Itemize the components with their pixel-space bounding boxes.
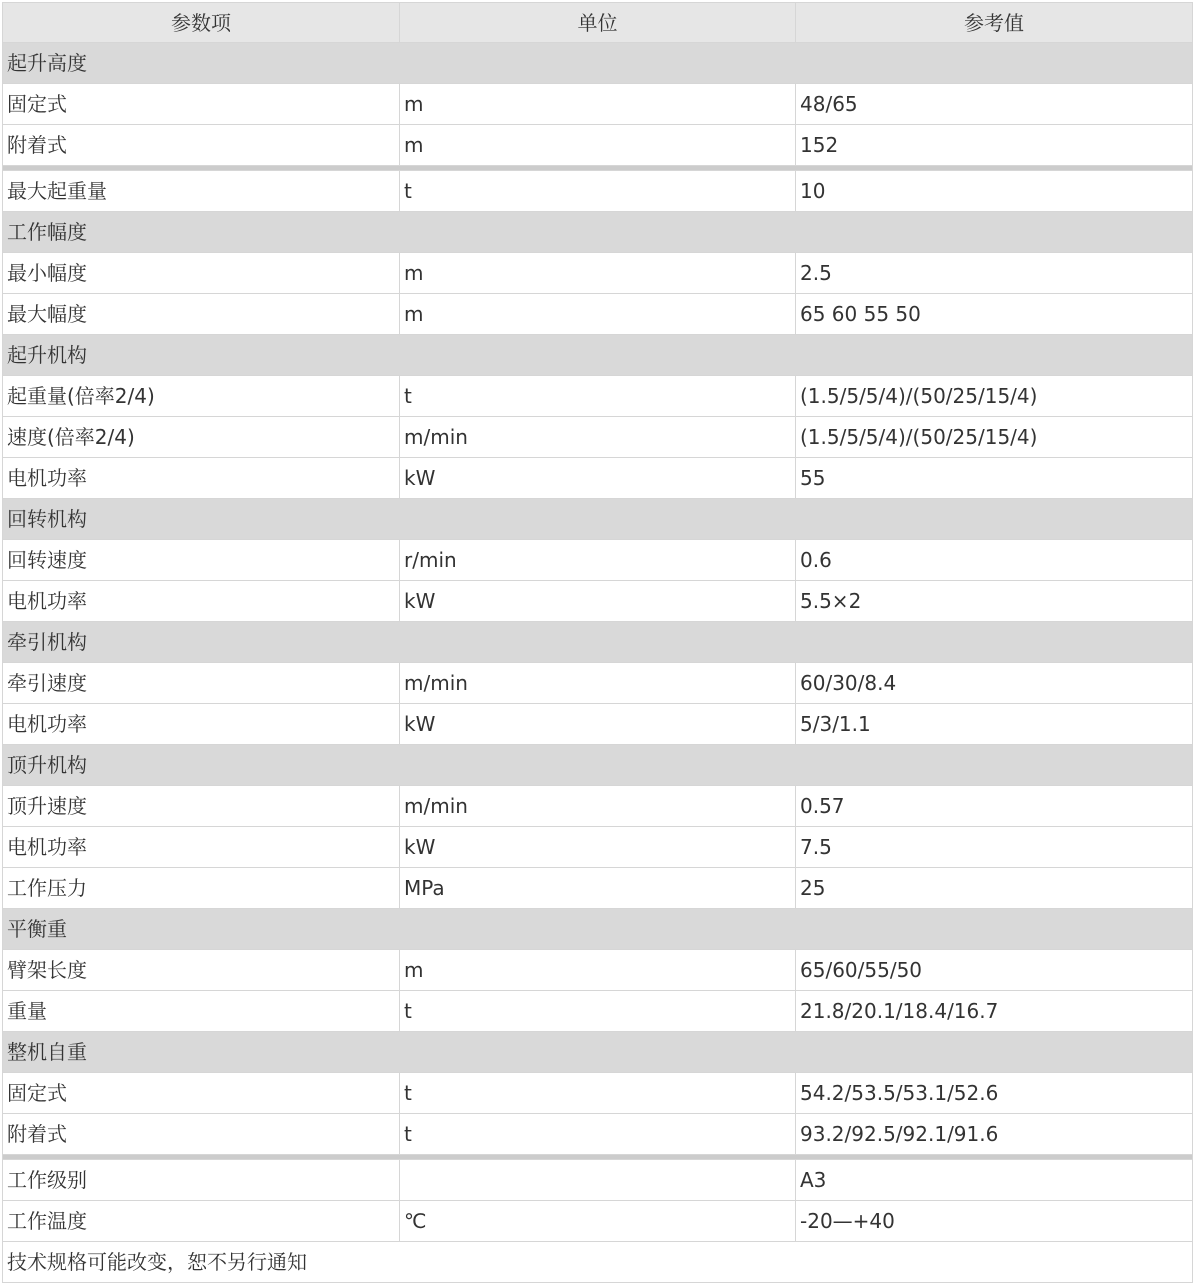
param-cell: 工作级别 bbox=[3, 1160, 400, 1201]
value-cell: 0.6 bbox=[796, 540, 1193, 581]
param-cell: 重量 bbox=[3, 991, 400, 1032]
table-row bbox=[3, 663, 1193, 704]
param-cell: 固定式 bbox=[3, 84, 400, 125]
unit-cell: ℃ bbox=[400, 1201, 796, 1242]
value-cell: 0.57 bbox=[796, 786, 1193, 827]
section-title: 顶升机构 bbox=[3, 745, 1193, 786]
header-value: 参考值 bbox=[796, 3, 1193, 43]
unit-cell: kW bbox=[400, 827, 796, 868]
section-title: 平衡重 bbox=[3, 909, 1193, 950]
unit-cell bbox=[400, 1160, 796, 1201]
param-cell: 工作压力 bbox=[3, 868, 400, 909]
value-cell: 152 bbox=[796, 125, 1193, 166]
table-row bbox=[3, 376, 1193, 417]
section-title: 起升机构 bbox=[3, 335, 1193, 376]
section-title: 回转机构 bbox=[3, 499, 1193, 540]
unit-cell: m/min bbox=[400, 417, 796, 458]
unit-cell: r/min bbox=[400, 540, 796, 581]
value-cell: (1.5/5/5/4)/(50/25/15/4) bbox=[796, 376, 1193, 417]
value-cell: A3 bbox=[796, 1160, 1193, 1201]
param-cell: 工作温度 bbox=[3, 1201, 400, 1242]
table-row bbox=[3, 540, 1193, 581]
param-cell: 臂架长度 bbox=[3, 950, 400, 991]
table-header-row bbox=[3, 3, 1193, 43]
value-cell: 93.2/92.5/92.1/91.6 bbox=[796, 1114, 1193, 1155]
value-cell: 65 60 55 50 bbox=[796, 294, 1193, 335]
param-cell: 电机功率 bbox=[3, 458, 400, 499]
table-row bbox=[3, 458, 1193, 499]
section-trolley-mechanism bbox=[3, 622, 1193, 663]
param-cell: 牵引速度 bbox=[3, 663, 400, 704]
section-radius bbox=[3, 212, 1193, 253]
param-cell: 最大幅度 bbox=[3, 294, 400, 335]
section-self-weight bbox=[3, 1032, 1193, 1073]
param-cell: 附着式 bbox=[3, 1114, 400, 1155]
unit-cell: m/min bbox=[400, 663, 796, 704]
unit-cell: m bbox=[400, 253, 796, 294]
param-cell: 回转速度 bbox=[3, 540, 400, 581]
param-cell: 电机功率 bbox=[3, 827, 400, 868]
value-cell: 5.5×2 bbox=[796, 581, 1193, 622]
table-row bbox=[3, 171, 1193, 212]
section-slew-mechanism bbox=[3, 499, 1193, 540]
param-cell: 电机功率 bbox=[3, 704, 400, 745]
table-row bbox=[3, 704, 1193, 745]
param-cell: 速度(倍率2/4) bbox=[3, 417, 400, 458]
unit-cell: m/min bbox=[400, 786, 796, 827]
table-row bbox=[3, 125, 1193, 166]
value-cell: 55 bbox=[796, 458, 1193, 499]
section-title: 整机自重 bbox=[3, 1032, 1193, 1073]
section-hoist-height bbox=[3, 43, 1193, 84]
unit-cell: kW bbox=[400, 581, 796, 622]
value-cell: -20—+40 bbox=[796, 1201, 1193, 1242]
header-unit: 单位 bbox=[400, 3, 796, 43]
section-title: 起升高度 bbox=[3, 43, 1193, 84]
table-row bbox=[3, 1114, 1193, 1155]
table-row bbox=[3, 827, 1193, 868]
section-title: 牵引机构 bbox=[3, 622, 1193, 663]
unit-cell: m bbox=[400, 294, 796, 335]
value-cell: 25 bbox=[796, 868, 1193, 909]
value-cell: 48/65 bbox=[796, 84, 1193, 125]
value-cell: (1.5/5/5/4)/(50/25/15/4) bbox=[796, 417, 1193, 458]
table-row bbox=[3, 950, 1193, 991]
table-row bbox=[3, 868, 1193, 909]
value-cell: 10 bbox=[796, 171, 1193, 212]
table-row bbox=[3, 253, 1193, 294]
param-cell: 最小幅度 bbox=[3, 253, 400, 294]
value-cell: 5/3/1.1 bbox=[796, 704, 1193, 745]
section-hoist-mechanism bbox=[3, 335, 1193, 376]
spec-table bbox=[2, 2, 1193, 1283]
unit-cell: t bbox=[400, 171, 796, 212]
table-row bbox=[3, 991, 1193, 1032]
table-row bbox=[3, 294, 1193, 335]
unit-cell: t bbox=[400, 1114, 796, 1155]
table-row bbox=[3, 786, 1193, 827]
param-cell: 最大起重量 bbox=[3, 171, 400, 212]
unit-cell: m bbox=[400, 125, 796, 166]
param-cell: 附着式 bbox=[3, 125, 400, 166]
section-climbing-mechanism bbox=[3, 745, 1193, 786]
param-cell: 顶升速度 bbox=[3, 786, 400, 827]
param-cell: 起重量(倍率2/4) bbox=[3, 376, 400, 417]
table-row bbox=[3, 1201, 1193, 1242]
unit-cell: t bbox=[400, 1073, 796, 1114]
unit-cell: m bbox=[400, 84, 796, 125]
footnote-row bbox=[3, 1242, 1193, 1283]
value-cell: 54.2/53.5/53.1/52.6 bbox=[796, 1073, 1193, 1114]
unit-cell: m bbox=[400, 950, 796, 991]
table-row bbox=[3, 1073, 1193, 1114]
unit-cell: MPa bbox=[400, 868, 796, 909]
value-cell: 65/60/55/50 bbox=[796, 950, 1193, 991]
unit-cell: t bbox=[400, 991, 796, 1032]
unit-cell: t bbox=[400, 376, 796, 417]
footnote-text: 技术规格可能改变，恕不另行通知 bbox=[3, 1242, 1193, 1283]
table-row bbox=[3, 84, 1193, 125]
section-counterweight bbox=[3, 909, 1193, 950]
value-cell: 2.5 bbox=[796, 253, 1193, 294]
header-param: 参数项 bbox=[3, 3, 400, 43]
section-title: 工作幅度 bbox=[3, 212, 1193, 253]
unit-cell: kW bbox=[400, 458, 796, 499]
value-cell: 21.8/20.1/18.4/16.7 bbox=[796, 991, 1193, 1032]
param-cell: 固定式 bbox=[3, 1073, 400, 1114]
value-cell: 60/30/8.4 bbox=[796, 663, 1193, 704]
table-row bbox=[3, 1160, 1193, 1201]
param-cell: 电机功率 bbox=[3, 581, 400, 622]
table-row bbox=[3, 417, 1193, 458]
unit-cell: kW bbox=[400, 704, 796, 745]
table-row bbox=[3, 581, 1193, 622]
value-cell: 7.5 bbox=[796, 827, 1193, 868]
